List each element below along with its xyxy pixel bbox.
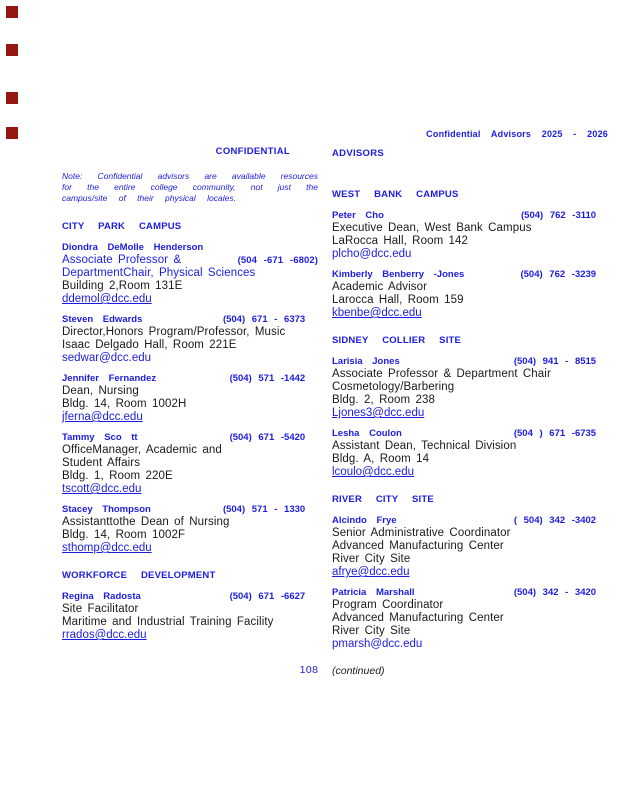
section-heading: RIVER CITY SITE: [332, 494, 434, 505]
advisor-role-text: Associate Professor &: [62, 254, 182, 266]
advisor-role-line: Executive Dean, West Bank Campus: [332, 222, 532, 234]
advisor-name: Larisia Jones: [332, 356, 400, 367]
advisor-name-line: [332, 355, 596, 368]
advisor-role-line: Isaac Delgado Hall, Room 221E: [62, 339, 237, 351]
page-number: 108: [299, 664, 319, 676]
advisor-entry: [332, 355, 610, 420]
section-heading: WEST BANK CAMPUS: [332, 189, 459, 200]
red-marker-square: [6, 6, 18, 18]
advisor-role-line: [62, 254, 318, 267]
advisor-role-line: Bldg. A, Room 14: [332, 453, 430, 465]
advisor-name-line: [62, 241, 318, 254]
advisor-entry: [332, 427, 610, 479]
right-column: [332, 189, 610, 677]
advisor-phone: (504) 571 -1442: [229, 373, 306, 384]
advisor-role-line: LaRocca Hall, Room 142: [332, 235, 469, 247]
section-heading: WORKFORCE DEVELOPMENT: [62, 570, 216, 581]
continued-label: (continued): [332, 665, 385, 677]
advisor-phone: (504) 671 -5420: [229, 432, 306, 443]
advisor-phone: (504) 941 - 8515: [513, 356, 597, 367]
advisor-email-link[interactable]: jferna@dcc.edu: [62, 411, 143, 423]
advisor-email-link[interactable]: plcho@dcc.edu: [332, 248, 412, 260]
advisor-role-line: Dean, Nursing: [62, 385, 139, 397]
advisor-name: Stacey Thompson: [62, 504, 151, 515]
red-marker-square: [6, 44, 18, 56]
advisor-entry: [62, 590, 318, 642]
advisor-phone: (504 -671 -6802): [237, 255, 318, 266]
advisor-role-line: Bldg. 1, Room 220E: [62, 470, 173, 482]
advisor-phone: (504) 762 -3239: [520, 269, 597, 280]
advisor-name-line: [62, 503, 305, 516]
advisor-name: Kimberly Benberry -Jones: [332, 269, 465, 280]
advisor-entry: [62, 431, 318, 496]
advisor-role-line: Site Facilitator: [62, 603, 139, 615]
advisor-email-link[interactable]: ddemol@dcc.edu: [62, 293, 152, 305]
advisor-email-link[interactable]: kbenbe@dcc.edu: [332, 307, 422, 319]
advisor-name: Diondra DeMolle Henderson: [62, 242, 204, 253]
advisor-entry: [332, 209, 610, 261]
advisor-role-line: OfficeManager, Academic and: [62, 444, 222, 456]
advisor-name-line: [332, 427, 596, 440]
advisor-role-line: DepartmentChair, Physical Sciences: [62, 267, 256, 279]
advisor-name-line: [332, 514, 596, 527]
advisor-name: Tammy Sco tt: [62, 432, 138, 443]
advisor-role-line: River City Site: [332, 625, 411, 637]
advisor-email-link[interactable]: sthomp@dcc.edu: [62, 542, 152, 554]
advisor-name-line: [62, 313, 305, 326]
advisor-name-line: [62, 590, 305, 603]
advisor-role-line: Bldg. 2, Room 238: [332, 394, 435, 406]
advisor-role-line: Student Affairs: [62, 457, 141, 469]
advisor-phone: (504) 671 -6627: [229, 591, 306, 602]
advisor-email-link[interactable]: sedwar@dcc.edu: [62, 352, 152, 364]
running-header: Confidential Advisors 2025 - 2026: [426, 129, 608, 139]
red-marker-square: [6, 127, 18, 139]
advisor-role-line: Maritime and Industrial Training Facility: [62, 616, 274, 628]
advisor-role-line: Cosmetology/Barbering: [332, 381, 455, 393]
advisor-role-line: Advanced Manufacturing Center: [332, 540, 504, 552]
advisor-name-line: [62, 372, 305, 385]
advisor-name: Regina Radosta: [62, 591, 141, 602]
advisor-name: Jennifer Fernandez: [62, 373, 157, 384]
page-title-advisors: ADVISORS: [332, 148, 385, 159]
advisor-name-line: [332, 268, 596, 281]
advisor-email-link[interactable]: Ljones3@dcc.edu: [332, 407, 425, 419]
advisor-role-line: Academic Advisor: [332, 281, 427, 293]
advisor-name-line: [332, 209, 596, 222]
note-line: campus/site of their physical locales.: [62, 193, 236, 203]
advisor-phone: (504 ) 671 -6735: [513, 428, 597, 439]
advisor-phone: (504) 342 - 3420: [513, 587, 597, 598]
advisor-name: Steven Edwards: [62, 314, 143, 325]
advisor-email-link[interactable]: pmarsh@dcc.edu: [332, 638, 423, 650]
advisor-entry: [62, 313, 318, 365]
red-marker-square: [6, 92, 18, 104]
advisor-role-line: Larocca Hall, Room 159: [332, 294, 464, 306]
confidential-note: [62, 171, 318, 204]
advisor-entry: [332, 514, 610, 579]
advisor-name-line: [332, 586, 596, 599]
page-title-confidential: CONFIDENTIAL: [215, 146, 290, 157]
advisor-role-line: Advanced Manufacturing Center: [332, 612, 504, 624]
left-column: [62, 171, 318, 649]
advisor-entry: [62, 503, 318, 555]
advisor-entry: [62, 372, 318, 424]
left-column-sections: [62, 221, 318, 642]
advisor-role-line: Director,Honors Program/Professor, Music: [62, 326, 286, 338]
advisor-name: Peter Cho: [332, 210, 384, 221]
advisor-phone: (504) 762 -3110: [521, 210, 597, 221]
note-line: Note: Confidential advisors are available resources: [62, 171, 318, 181]
advisor-name: Alcindo Frye: [332, 515, 397, 526]
advisor-email-link[interactable]: afrye@dcc.edu: [332, 566, 410, 578]
right-column-sections: [332, 189, 610, 651]
advisor-role-line: Assistanttothe Dean of Nursing: [62, 516, 230, 528]
advisor-role-line: Bldg. 14, Room 1002F: [62, 529, 186, 541]
advisor-role-line: Building 2,Room 131E: [62, 280, 183, 292]
advisor-name: Patricia Marshall: [332, 587, 415, 598]
advisor-phone: ( 504) 342 -3402: [513, 515, 597, 526]
section-heading: SIDNEY COLLIER SITE: [332, 335, 462, 346]
advisor-role-line: Bldg. 14, Room 1002H: [62, 398, 187, 410]
advisor-role-line: River City Site: [332, 553, 411, 565]
advisor-entry: [332, 268, 610, 320]
advisor-email-link[interactable]: rrados@dcc.edu: [62, 629, 147, 641]
advisor-role-line: Associate Professor & Department Chair: [332, 368, 551, 380]
section-heading: CITY PARK CAMPUS: [62, 221, 182, 232]
note-line: for the entire college community, not just the: [62, 182, 318, 192]
advisor-entry: [62, 241, 318, 306]
advisor-entry: [332, 586, 610, 651]
advisor-email-link[interactable]: tscott@dcc.edu: [62, 483, 142, 495]
advisor-name: Lesha Coulon: [332, 428, 402, 439]
advisor-role-line: Program Coordinator: [332, 599, 444, 611]
advisor-role-line: Assistant Dean, Technical Division: [332, 440, 517, 452]
advisor-role-line: Senior Administrative Coordinator: [332, 527, 511, 539]
advisor-phone: (504) 571 - 1330: [222, 504, 306, 515]
advisor-name-line: [62, 431, 305, 444]
advisor-email-link[interactable]: lcoulo@dcc.edu: [332, 466, 414, 478]
advisor-phone: (504) 671 - 6373: [222, 314, 306, 325]
